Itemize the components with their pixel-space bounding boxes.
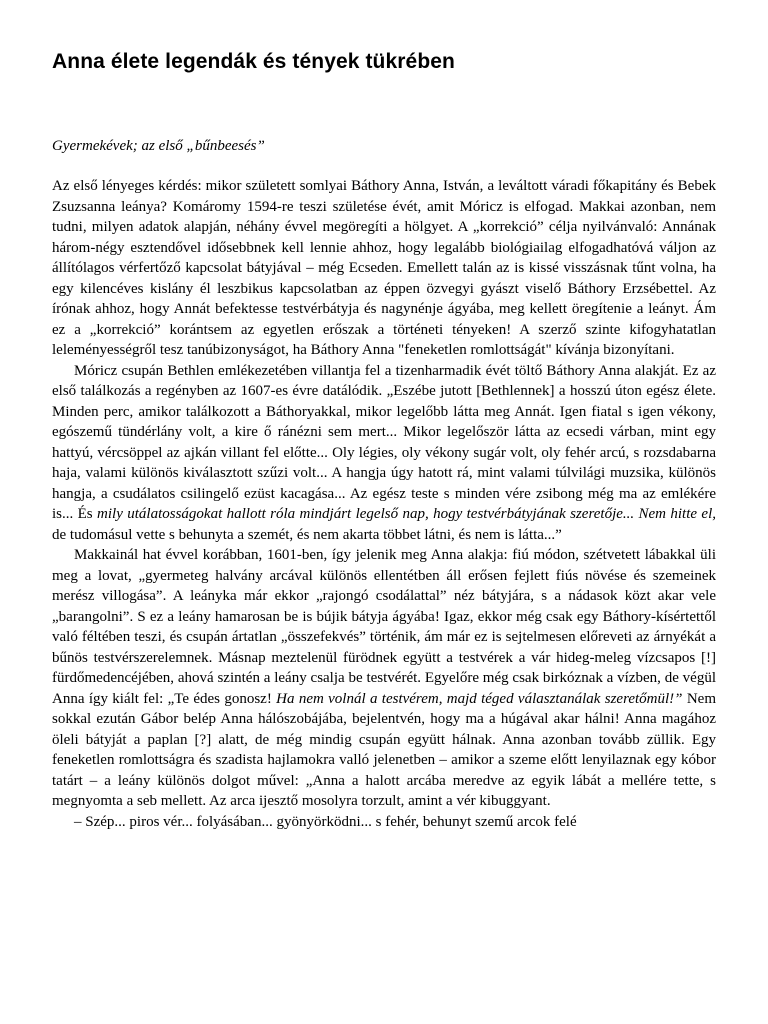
- document-title: Anna élete legendák és tények tükrében: [52, 50, 455, 73]
- section-subtitle: Gyermekévek; az első „bűnbeesés”: [52, 138, 265, 154]
- paragraph-2-italic: mily utálatosságokat hallott róla mindjárt legelső nap, hogy testvérbátyjának szeretője... Nem hitte el,: [97, 506, 717, 522]
- paragraph-3-text: Makkainál hat évvel korábban, 1601-ben, így jelenik meg Anna alakja: fiú módon, szétvetett lábakkal üli meg a lovat, „gyermeteg halvány arcával különös ellentétben áll erősen fejlett fiús növése és szemeinek merész villogása”. A leányka már ekkor „rajongó csodálattal” néz bátyjára, s a nádasok közt akar vele „barangolni”. S ez a leány hamarosan be is bújik bátyja ágyába! Igaz, ekkor még csak egy Báthory-kísértettől való féltében teszi, és csupán ártatlan „összefekvés” történik, ám már ez is sejtelmesen előreveti az árnyékát a bűnös testvérszerelemnek. Másnap meztelenül fürödnek együtt a testvérek a vár hideg-meleg vízcsapos [!] fürdőmedencéjében, ahová szintén a leány csalja be testvérét. Egyelőre még csak birkóznak a vízben, de végül Anna így kiált fel: „Te édes gonosz!: [52, 547, 716, 707]
- paragraph-2-text: Móricz csupán Bethlen emlékezetében villantja fel a tizenharmadik évét töltő Báthory Anna alakját. Ez az első találkozás a regényben az 1607-es évre datálódik. „Eszébe jutott [Bethlennek] a hosszú úton egész élete. Minden perc, amikor találkozott a Báthoryakkal, mikor legelőbb látta meg Annát. Igen fiatal s igen vékony, egószemű tündérlány volt, a kire ő ránézni sem mert... Mikor legelőször látta az ecsedi várban, mint egy hattyú, vércsöppel az ajkán villant fel előtte... Oly légies, oly vékony sugár volt, oly fehér arcú, s rozsdabarna haja, valami különös kiválasztott szűzi volt... A hangja úgy hatott rá, mint valami túlvilági muzsika, különös hangja, a csudálatos csilingelő ezüst kacagása... Az egész teste s minden vére zsibong még ma az emlékére is... És: [52, 362, 716, 522]
- document-page: [52, 48, 716, 832]
- paragraph-2: [52, 361, 716, 546]
- paragraph-1: Az első lényeges kérdés: mikor született somlyai Báthory Anna, István, a leváltott váradi főkapitány és Bebek Zsuzsanna leánya? Komáromy 1594-re teszi születése évét, amit Móricz is elfogad. Makkai azonban, nem tudni, milyen adatok alapján, néhány évvel megöregíti a hölgyet. A „korrekció” célja nyilvánvaló: Annának három-négy esztendővel idősebbnek kell lennie ahhoz, hogy legalább biológiailag elfogadhatóvá váljon az állítólagos vérfertőző kapcsolat bátyjával – még Ecseden. Emellett talán az is kissé visszásnak tűnt volna, ha egy kilencéves kislány él leszbikus kapcsolatban az éppen özvegyi gyászt viselő Báthory Erzsébettel. Az írónak ahhoz, hogy Annát befektesse testvérbátyja és nagynénje ágyába, meg kellett öregítenie a leányt. Ám ez a „korrekció” korántsem az egyetlen erőszak a történeti tényeken! A szerző szinte kifogyhatatlan leleményességről tesz tanúbizonyságot, ha Báthory Anna "feneketlen romlottságát" kívánja bizonyítani.: [52, 178, 716, 358]
- paragraph-3: [52, 545, 716, 812]
- paragraph-3-italic: Ha nem volnál a testvérem, majd téged választanálak szeretőmül!”: [276, 690, 683, 707]
- paragraph-3-end: Nem sokkal ezután Gábor belép Anna hálószobájába, bejelentvén, hogy ma a húgával akar hálni! Anna magához öleli bátyját a paplan [?] alatt, de még mindig csupán együtt hálnak. Anna azonban tovább züllik. Egy feneketlen romlottságra és szadista hajlamokra valló jelenetben – amikor a szeme előtt lenyilaznak egy kóbor tatárt – a leány különös dolgot művel: „Anna a halott arcába meredve az egyik lábát a mellére tette, s megnyomta a seb mellett. Az arca ijesztő mosolyra torzult, amint a vér kibuggyant.: [52, 690, 717, 809]
- body-text: [52, 176, 716, 832]
- paragraph-4: – Szép... piros vér... folyásában... gyönyörködni... s fehér, behunyt szemű arcok felé: [74, 813, 577, 830]
- paragraph-2-end: de tudomásul vette s behunyta a szemét, és nem akarta többet látni, és nem is látta...”: [52, 526, 562, 543]
